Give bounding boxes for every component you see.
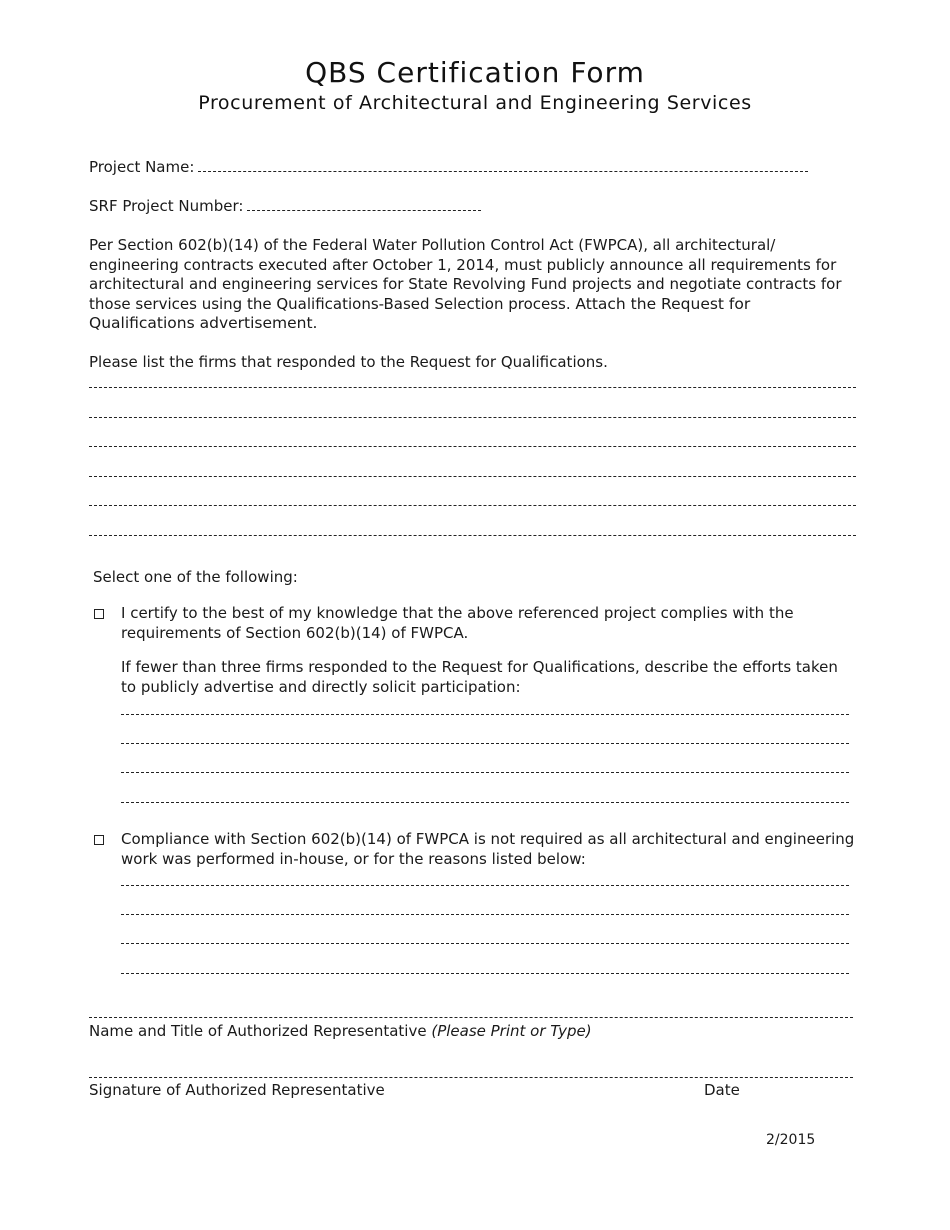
reasons-line-3[interactable] — [121, 943, 849, 944]
reasons-line-2[interactable] — [121, 914, 849, 915]
name-title-line[interactable] — [89, 1017, 853, 1018]
efforts-line-1[interactable] — [121, 714, 849, 715]
firm-line-3[interactable] — [89, 446, 856, 447]
efforts-line-2[interactable] — [121, 743, 849, 744]
firm-line-6[interactable] — [89, 535, 856, 536]
project-name-input[interactable] — [198, 157, 808, 172]
form-subtitle: Procurement of Architectural and Engineering Services — [198, 92, 752, 114]
firm-line-1[interactable] — [89, 387, 856, 388]
project-name-row — [89, 157, 808, 176]
firm-line-4[interactable] — [89, 476, 856, 477]
firm-line-2[interactable] — [89, 417, 856, 418]
revision-date: 2/2015 — [766, 1132, 816, 1148]
option-complies-followup: If fewer than three firms responded to the Request for Qualifications, describe the efforts taken to publicly advertise and directly solicit participation: — [121, 658, 838, 696]
name-title-note: (Please Print or Type) — [431, 1022, 592, 1040]
project-name-label: Project Name: — [89, 158, 195, 176]
name-title-label: Name and Title of Authorized Representative — [89, 1022, 427, 1040]
signature-label: Signature of Authorized Representative — [89, 1081, 385, 1099]
option-complies-text: I certify to the best of my knowledge that the above referenced project complies with the requirements of Section 602(b)(14) of FWPCA. — [121, 604, 794, 642]
option-complies — [94, 604, 864, 697]
efforts-line-3[interactable] — [121, 772, 849, 773]
intro-paragraph — [89, 236, 849, 334]
name-title-caption — [89, 1022, 592, 1040]
reasons-line-4[interactable] — [121, 973, 849, 974]
date-label: Date — [704, 1081, 740, 1099]
srf-project-number-label: SRF Project Number: — [89, 197, 244, 215]
option-not-required-checkbox[interactable] — [94, 835, 104, 845]
option-complies-checkbox[interactable] — [94, 609, 104, 619]
efforts-line-4[interactable] — [121, 802, 849, 803]
firm-line-5[interactable] — [89, 505, 856, 506]
form-title: QBS Certification Form — [305, 56, 645, 89]
firms-prompt: Please list the firms that responded to the Request for Qualifications. — [89, 353, 608, 371]
selection-prompt: Select one of the following: — [93, 568, 298, 586]
srf-project-number-input[interactable] — [247, 196, 481, 211]
attach-note: Attach the Request for Qualifications advertisement. — [89, 294, 751, 332]
signature-line[interactable] — [89, 1077, 853, 1078]
option-not-required — [94, 830, 864, 869]
reasons-line-1[interactable] — [121, 885, 849, 886]
srf-project-number-row — [89, 196, 481, 215]
option-not-required-text: Compliance with Section 602(b)(14) of FWPCA is not required as all architectural and engineering work was performed in-house, or for the reasons listed below: — [121, 830, 855, 868]
intro-text: Per Section 602(b)(14) of the Federal Water Pollution Control Act (FWPCA), all architectural/ engineering contracts executed after October 1, 2014, must publicly announce all requirements for architectural and engineering services for State Revolving Fund projects and negotiate contracts for those services using the Qualifications-Based Selection process. — [89, 236, 842, 313]
